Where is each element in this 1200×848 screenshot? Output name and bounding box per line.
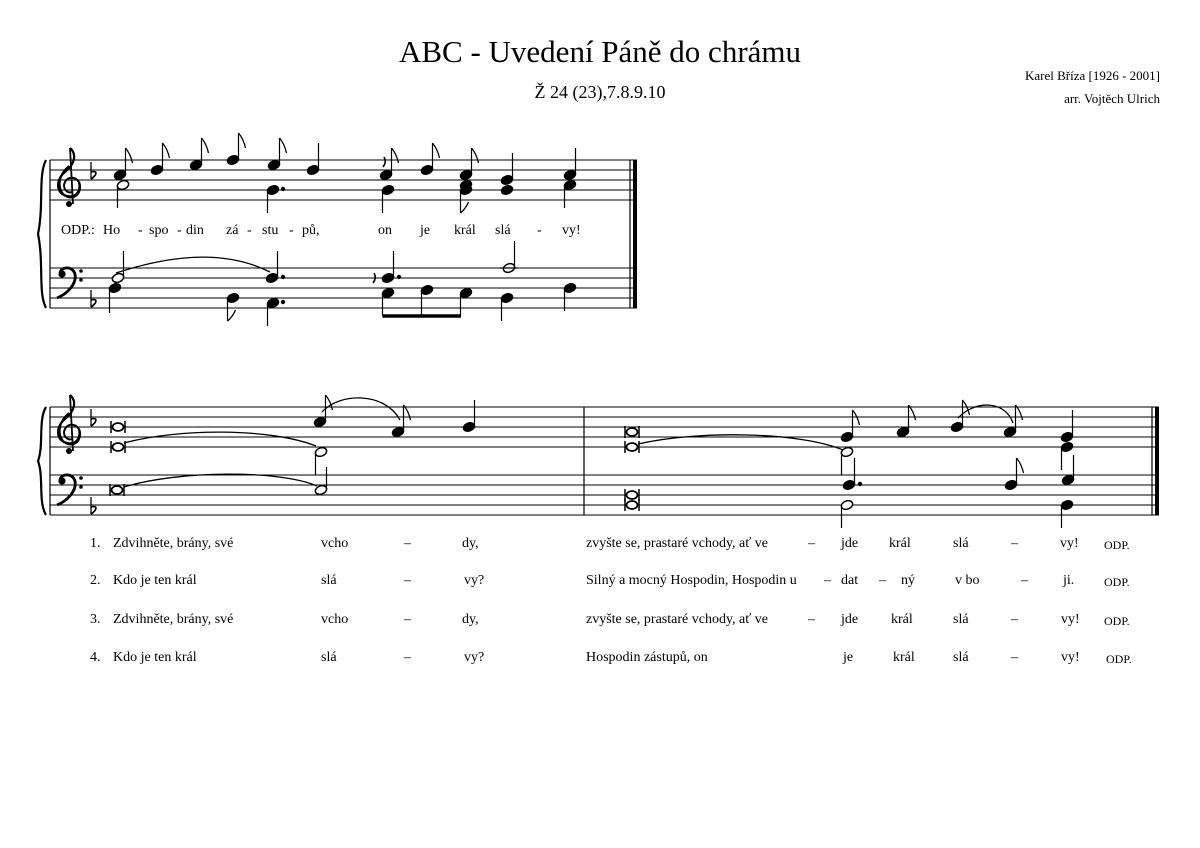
verse-syllable: dy, [462,536,479,551]
verse-text: Kdo je ten král [113,573,197,588]
verse-text: Kdo je ten král [113,650,197,665]
lyric-syllable: slá [495,223,511,238]
page-title: ABC - Uvedení Páně do chrámu [398,34,802,69]
arranger-credit: arr. Vojtěch Ulrich [1064,91,1160,106]
verse-syllable: slá [953,536,969,551]
verse-number: 1. [90,536,101,551]
verse-number: 2. [90,573,101,588]
verse-hyphen: – [404,612,411,627]
verse-syllable: král [889,536,911,551]
verse-syllable: jde [841,536,859,551]
response-cue: ODP. [1104,614,1130,628]
verse-hyphen: – [1011,612,1018,627]
verse-hyphen: – [1021,573,1028,588]
lyric-syllable: Ho [103,223,121,238]
treble-clef-icon [58,395,80,454]
verse-syllable: vy! [1060,536,1079,551]
verse-number: 4. [90,650,101,665]
verse-hyphen: – [808,612,815,627]
verse-syllable: vy? [464,573,485,588]
verse-hyphen: – [1011,536,1018,551]
composer-credit: Karel Bříza [1926 - 2001] [1024,68,1160,83]
verse-text: zvyšte se, prastaré vchody, ať ve [586,612,768,627]
verse-text: Zdvihněte, brány, své [113,536,234,551]
bass-clef-icon [57,268,83,298]
verse-hyphen: – [808,536,815,551]
verse-syllable: vcho [321,612,349,627]
response-cue: ODP. [1104,575,1130,589]
verse-syllable: dy, [462,612,479,627]
verse-syllable: ji. [1063,573,1075,588]
breath-mark-icon [383,157,385,167]
lyric-syllable: pů, [302,223,320,238]
verse-syllable: slá [953,650,969,665]
verse-syllable: král [893,650,915,665]
verse-hyphen: – [879,573,886,588]
verse-syllable: ný [901,573,915,588]
lyric-syllable: vy! [562,223,581,238]
verse-syllable: král [891,612,913,627]
verse-text: Hospodin zástupů, on [586,650,708,665]
verse-syllable: vy! [1061,650,1080,665]
verse-hyphen: – [404,536,411,551]
verse-syllable: vy? [464,650,485,665]
verse-syllable: jde [841,612,859,627]
lyric-syllable: on [378,223,392,238]
lyric-syllable: stu [262,223,279,238]
verse-syllable: slá [321,573,337,588]
verse-syllable: slá [321,650,337,665]
verse-hyphen: – [404,650,411,665]
lyric-hyphen: - [177,223,182,238]
verse-text: Zdvihněte, brány, své [113,612,234,627]
verse-syllable: slá [953,612,969,627]
lyric-syllable: spo [149,223,169,238]
lyric-hyphen: - [537,223,542,238]
system-1-brace [38,160,46,308]
verse-hyphen: – [404,573,411,588]
system-2 [38,395,1159,528]
lyric-syllable: zá [226,223,239,238]
lyric-syllable: din [186,223,204,238]
psalm-reference: Ž 24 (23),7.8.9.10 [534,82,666,102]
treble-clef-icon [58,148,80,207]
lyric-syllable: král [454,223,476,238]
verse-hyphen: – [1011,650,1018,665]
response-cue: ODP. [1104,538,1130,552]
verse-text: Silný a mocný Hospodin, Hospodin u [586,573,797,588]
verse-number: 3. [90,612,101,627]
verse-syllable: vcho [321,536,349,551]
verse-hyphen: – [824,573,831,588]
lyric-hyphen: - [289,223,294,238]
verse-syllable: je [843,650,854,665]
lyric-syllable: je [420,223,431,238]
system-2-brace [38,407,46,515]
verse-syllable: v bo [955,573,980,588]
lyric-hyphen: - [138,223,143,238]
verse-syllable: dat [841,573,859,588]
verse-text: zvyšte se, prastaré vchody, ať ve [586,536,768,551]
response-cue: ODP. [1106,652,1132,666]
response-label: ODP.: [61,223,95,238]
lyric-hyphen: - [247,223,252,238]
bass-clef-icon [57,475,83,505]
verse-syllable: vy! [1061,612,1080,627]
system-1 [38,133,637,326]
